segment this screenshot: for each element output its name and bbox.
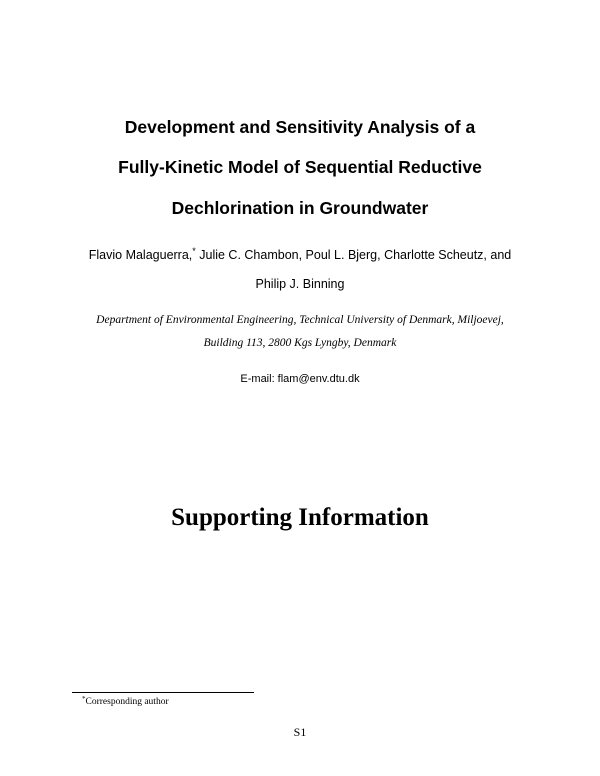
affiliation-line-1: Department of Environmental Engineering, Technical University of Denmark, Miljoevej, [96,314,504,326]
footnote-text: Corresponding author [85,697,169,707]
contact-email: E-mail: flam@env.dtu.dk [240,373,360,385]
corresponding-author-mark: * [192,246,196,256]
authors-rest: Julie C. Chambon, Poul L. Bjerg, Charlotte Scheutz, and [195,248,512,262]
affiliation-line-2: Building 113, 2800 Kgs Lyngby, Denmark [203,337,397,349]
footnote-divider [72,692,254,693]
authors-line-2: Philip J. Binning [255,277,345,291]
footnote-mark: * [82,695,86,703]
supporting-information-heading: Supporting Information [171,504,429,531]
authors-line-1 [0,247,600,263]
author-first: Flavio Malaguerra, [88,248,193,262]
paper-title-line-1: Development and Sensitivity Analysis of a [124,117,476,137]
paper-title-line-3: Dechlorination in Groundwater [171,198,429,218]
page-number: S1 [293,725,307,739]
footnote [82,696,169,708]
paper-title-line-2: Fully-Kinetic Model of Sequential Reductive [118,157,482,177]
